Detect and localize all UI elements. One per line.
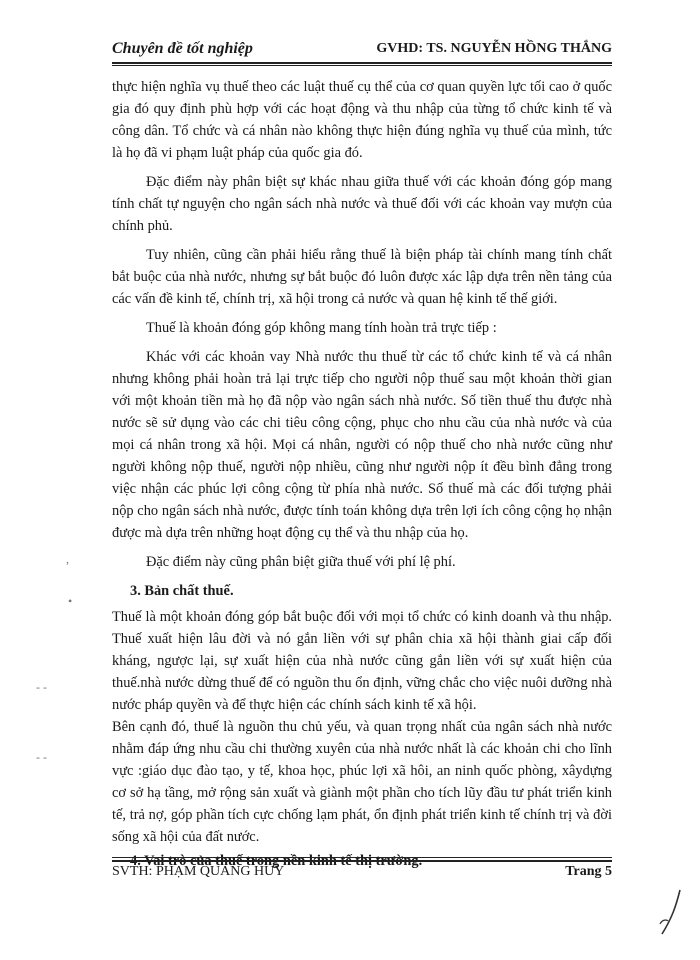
- footer-student: SVTH: PHẠM QUANG HUY: [112, 864, 285, 879]
- header-title: Chuyên đề tốt nghiệp: [112, 40, 253, 57]
- page-footer: [112, 864, 612, 884]
- paragraph: thực hiện nghĩa vụ thuế theo các luật thuế cụ thể của cơ quan quyền lực tối cao ở quốc gia đó quy định phù hợp với các hoạt động và thu nhập của từng tổ chức kinh tế và công dân. Tổ chức và cá nhân nào không thực hiện đúng nghĩa vụ thuế của mình, tức là họ đã vi phạm luật pháp của quốc gia đó.: [112, 79, 612, 161]
- scan-corner-mark: [658, 888, 684, 938]
- page-header: [112, 40, 612, 62]
- footer-rule: [112, 860, 612, 862]
- paragraph: Thuế là khoản đóng góp không mang tính hoàn trả trực tiếp :: [146, 320, 497, 336]
- paragraph: Thuế là một khoản đóng góp bắt buộc đối với mọi tổ chức có kinh doanh và thu nhập. Thuế xuất hiện lâu đời và nó gắn liền với sự phân chia xã hội thành giai cấp đối kháng, ngược lại, sự xuất hiện của nhà nước cũng gắn liền với sự xuất hiện của thuế.nhà nước dừng thuế để có nguồn thu ổn định, vững chắc cho việc nuôi dưỡng nhà nước pháp quyền và để thực hiện các chính sách kinh tế xã hội.: [112, 609, 612, 713]
- scan-mark: - -: [36, 750, 47, 764]
- paragraph: Đặc điểm này phân biệt sự khác nhau giữa thuế với các khoản đóng góp mang tính chất tự nguyện cho ngân sách nhà nước và thuế đối với các khoản vay mượn của chính phủ.: [112, 174, 612, 234]
- header-rule-thin: [112, 65, 612, 66]
- section-heading-3: 3. Bản chất thuế.: [130, 583, 234, 599]
- body-text: [112, 76, 612, 876]
- paragraph: Bên cạnh đó, thuế là nguồn thu chủ yếu, và quan trọng nhất của ngân sách nhà nước nhằm đáp ứng nhu cầu chi thường xuyên của nhà nước nhất là các khoản chi cho lĩnh vực :giáo dục đào tạo, y tế, khoa học, phúc lợi xã hôi, an ninh quốc phòng, xâydựng cơ sở hạ tầng, mở rộng sản xuất và giành một phần cho tích lũy đầu tư phát triển kinh tế, trả nợ, góp phần tích cực chống lạm phát, ổn định phát triển kinh tế chính trị và đời sống xã hội của đất nước.: [112, 719, 612, 845]
- footer-rule-thin: [112, 857, 612, 858]
- header-rule: [112, 62, 612, 64]
- scan-mark: •: [68, 594, 73, 608]
- page-number: Trang 5: [565, 864, 612, 879]
- scan-mark: - -: [36, 680, 47, 694]
- section-heading-4: 4. Vai trò của thuế trong nền kinh tế thị trường.: [130, 853, 423, 869]
- paragraph: Đặc điểm này cũng phân biệt giữa thuế với phí lệ phí.: [146, 554, 456, 570]
- paragraph: Tuy nhiên, cũng cần phải hiểu rằng thuế là biện pháp tài chính mang tính chất bắt buộc của nhà nước, nhưng sự bắt buộc đó luôn được xác lập dựa trên nền tảng của các vấn đề kinh tế, chính trị, xã hội trong cả nước và quan hệ kinh tế thế giới.: [112, 247, 612, 307]
- header-advisor: GVHD: TS. NGUYỄN HỒNG THẮNG: [376, 41, 612, 56]
- scan-mark: ,: [66, 552, 69, 566]
- paragraph: Khác với các khoản vay Nhà nước thu thuế từ các tổ chức kinh tế và cá nhân nhưng không phải hoàn trả lại trực tiếp cho người nộp thuế sau một khoản thời gian với một khoản tiền mà họ đã nộp vào ngân sách nhà nước. Số tiền thuế thu được nhà nước sẽ sử dụng vào các chi tiêu công cộng, phục cho nhu cầu của nhà nước và của mọi cá nhân trong xã hội. Mọi cá nhân, người có nộp thuế cho nhà nước cũng như người không nộp thuế, người nộp nhiều, cũng như người nộp ít đều bình đẳng trong việc nhận các phúc lợi công cộng từ phía nhà nước. Số thuế mà các đối tượng phải nộp cho ngân sách nhà nước, được tính toán không dựa trên lợi ích công cộng họ nhận được mà dựa trên những hoạt động cụ thể và thu nhập của họ.: [112, 349, 612, 541]
